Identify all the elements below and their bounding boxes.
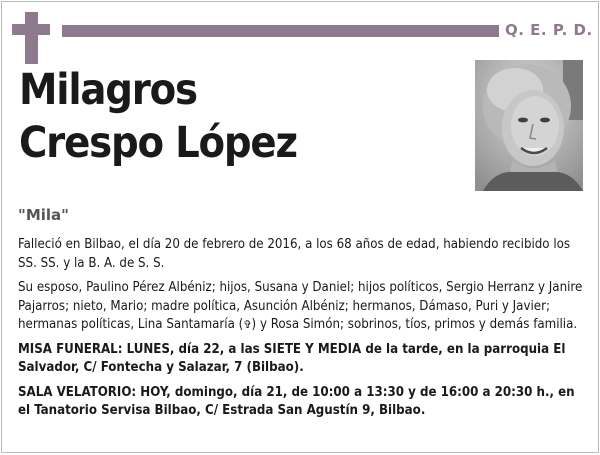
nickname: "Mila"	[18, 206, 69, 224]
death-statement: Falleció en Bilbao, el día 20 de febrero de 2016, a los 68 años de edad, habiendo recibido los SS. SS. y la B. A. de S. S.	[18, 237, 571, 271]
funeral-mass-info: MISA FUNERAL: LUNES, día 22, a las SIETE Y MEDIA de la tarde, en la parroquia El Salvador, C/ Fontecha y Salazar, 7 (Bilbao).	[18, 341, 566, 375]
family-list	[18, 279, 584, 335]
deceased-cross-icon: ✞	[243, 318, 252, 331]
deceased-name	[19, 64, 459, 170]
wake-room-info: SALA VELATORIO: HOY, domingo, día 21, de 10:00 a 13:30 y de 16:00 a 20:30 h., en el Tanatorio Servisa Bilbao, C/ Estrada San Agustín 9, Bilbao.	[18, 384, 575, 418]
portrait-photo	[475, 60, 583, 191]
notice-body	[18, 236, 584, 427]
cross-icon-horizontal	[12, 24, 50, 35]
family-list-part-1: Su esposo, Paulino Pérez Albéniz; hijos, Susana y Daniel; hijos políticos, Sergio Herranz y Janire Pajarros; nieto, Mario; madre política, Asunción Albéniz; hermanos, Dámaso, Puri y Javier; hermanas políticas, Lina Santamaría (	[18, 280, 583, 332]
name-line-2: Crespo López	[19, 118, 297, 168]
qepd-label: Q. E. P. D.	[505, 21, 593, 39]
family-list-part-2: ) y Rosa Simón; sobrinos, tíos, primos y demás familia.	[251, 317, 578, 332]
obituary-notice	[1, 1, 599, 453]
name-line-1: Milagros	[19, 65, 197, 115]
cross-icon-vertical	[25, 12, 38, 64]
header-band	[62, 25, 499, 37]
